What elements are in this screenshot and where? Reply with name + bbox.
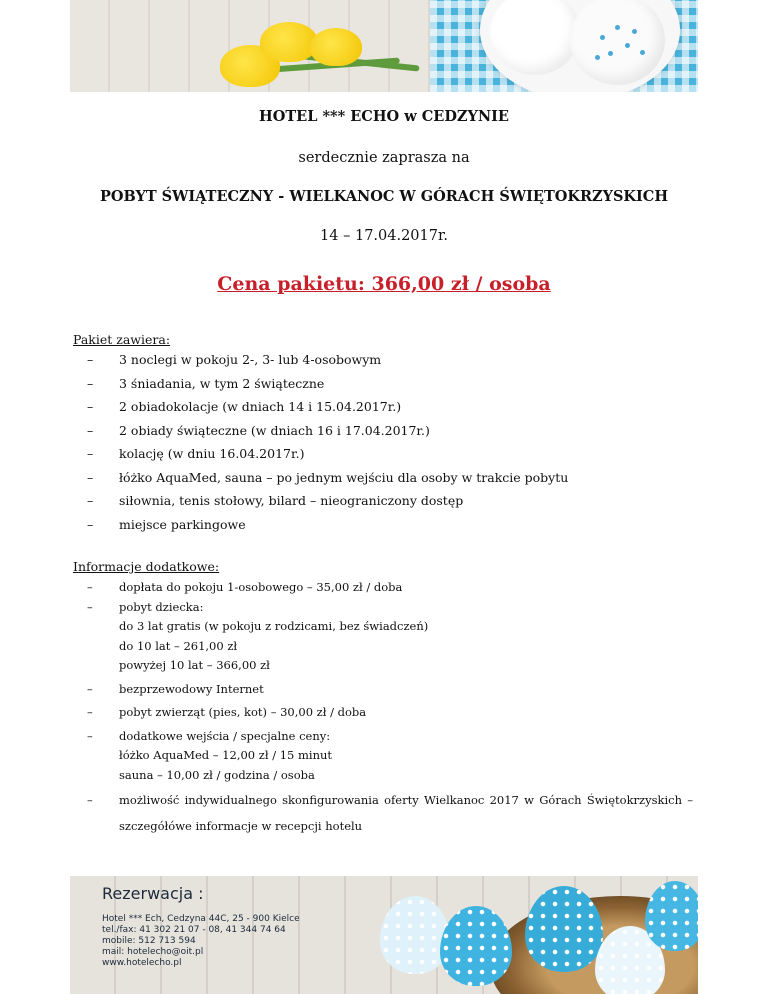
list-item: – dopłata do pokoju 1-osobowego – 35,00 zł / doba	[87, 580, 403, 594]
stay-dates: 14 – 17.04.2017r.	[320, 228, 448, 244]
list-subitem: łóżko AquaMed – 12,00 zł / 15 minut	[119, 748, 333, 762]
package-section-title: Pakiet zawiera:	[73, 332, 171, 347]
list-item: – miejsce parkingowe	[87, 516, 246, 532]
reservation-contact	[102, 914, 300, 969]
list-subitem: do 3 lat gratis (w pokoju z rodzicami, bez świadczeń)	[119, 619, 429, 633]
stay-title: POBYT ŚWIĄTECZNY - WIELKANOC W GÓRACH ŚWIĘTOKRZYSKICH	[99, 188, 669, 205]
list-item: – 2 obiadokolacje (w dniach 14 i 15.04.2017r.)	[87, 399, 402, 414]
easter-egg	[380, 896, 450, 974]
mobile-line: mobile: 512 713 594	[102, 936, 196, 946]
email-line: mail: hotelecho@oit.pl	[102, 947, 204, 957]
list-item: – pobyt zwierząt (pies, kot) – 30,00 zł / doba	[87, 705, 367, 719]
list-item: – 3 śniadania, w tym 2 świąteczne	[87, 375, 325, 391]
additional-list	[73, 578, 693, 836]
easter-egg	[645, 881, 698, 951]
website-line: www.hotelecho.pl	[102, 958, 182, 968]
list-subitem: do 10 lat – 261,00 zł	[119, 638, 238, 653]
invitation-text: serdecznie zaprasza na	[298, 150, 470, 166]
package-price: Cena pakietu: 366,00 zł / osoba	[217, 273, 551, 295]
list-item: – siłownia, tenis stołowy, bilard – nieograniczony dostęp	[87, 493, 464, 508]
reservation-footer	[70, 876, 698, 994]
additional-section-title: Informacje dodatkowe:	[73, 559, 220, 574]
yellow-tulip	[310, 28, 362, 66]
list-item: – pobyt dziecka:	[87, 599, 204, 614]
list-item: – dodatkowe wejścia / specjalne ceny:	[87, 728, 331, 743]
header-banner-image	[70, 0, 698, 92]
list-subitem: sauna – 10,00 zł / godzina / osoba	[119, 767, 315, 782]
list-item: – łóżko AquaMed, sauna – po jednym wejściu dla osoby w trakcie pobytu	[87, 469, 569, 485]
easter-egg	[440, 906, 512, 986]
list-subitem: powyżej 10 lat – 366,00 zł	[119, 658, 270, 672]
list-item: – bezprzewodowy Internet	[87, 681, 264, 696]
yellow-tulip	[260, 22, 318, 62]
phone-line: tel./fax: 41 302 21 07 - 08, 41 344 74 64	[102, 925, 286, 935]
hotel-name: HOTEL *** ECHO w CEDZYNIE	[259, 108, 509, 125]
reservation-title: Rezerwacja :	[102, 884, 204, 903]
list-item: – 3 noclegi w pokoju 2-, 3- lub 4-osobowym	[87, 352, 382, 367]
list-item: – możliwość indywidualnego skonfigurowania oferty Wielkanoc 2017 w Górach Świętokrzyskich –	[87, 793, 693, 807]
address-line: Hotel *** Ech, Cedzyna 44C, 25 - 900 Kielce	[102, 914, 300, 924]
package-list	[73, 348, 568, 536]
list-item: – 2 obiady świąteczne (w dniach 16 i 17.04.2017r.)	[87, 422, 430, 438]
list-subitem: szczegółówe informacje w recepcji hotelu	[119, 818, 363, 833]
list-item: – kolację (w dniu 16.04.2017r.)	[87, 446, 305, 461]
